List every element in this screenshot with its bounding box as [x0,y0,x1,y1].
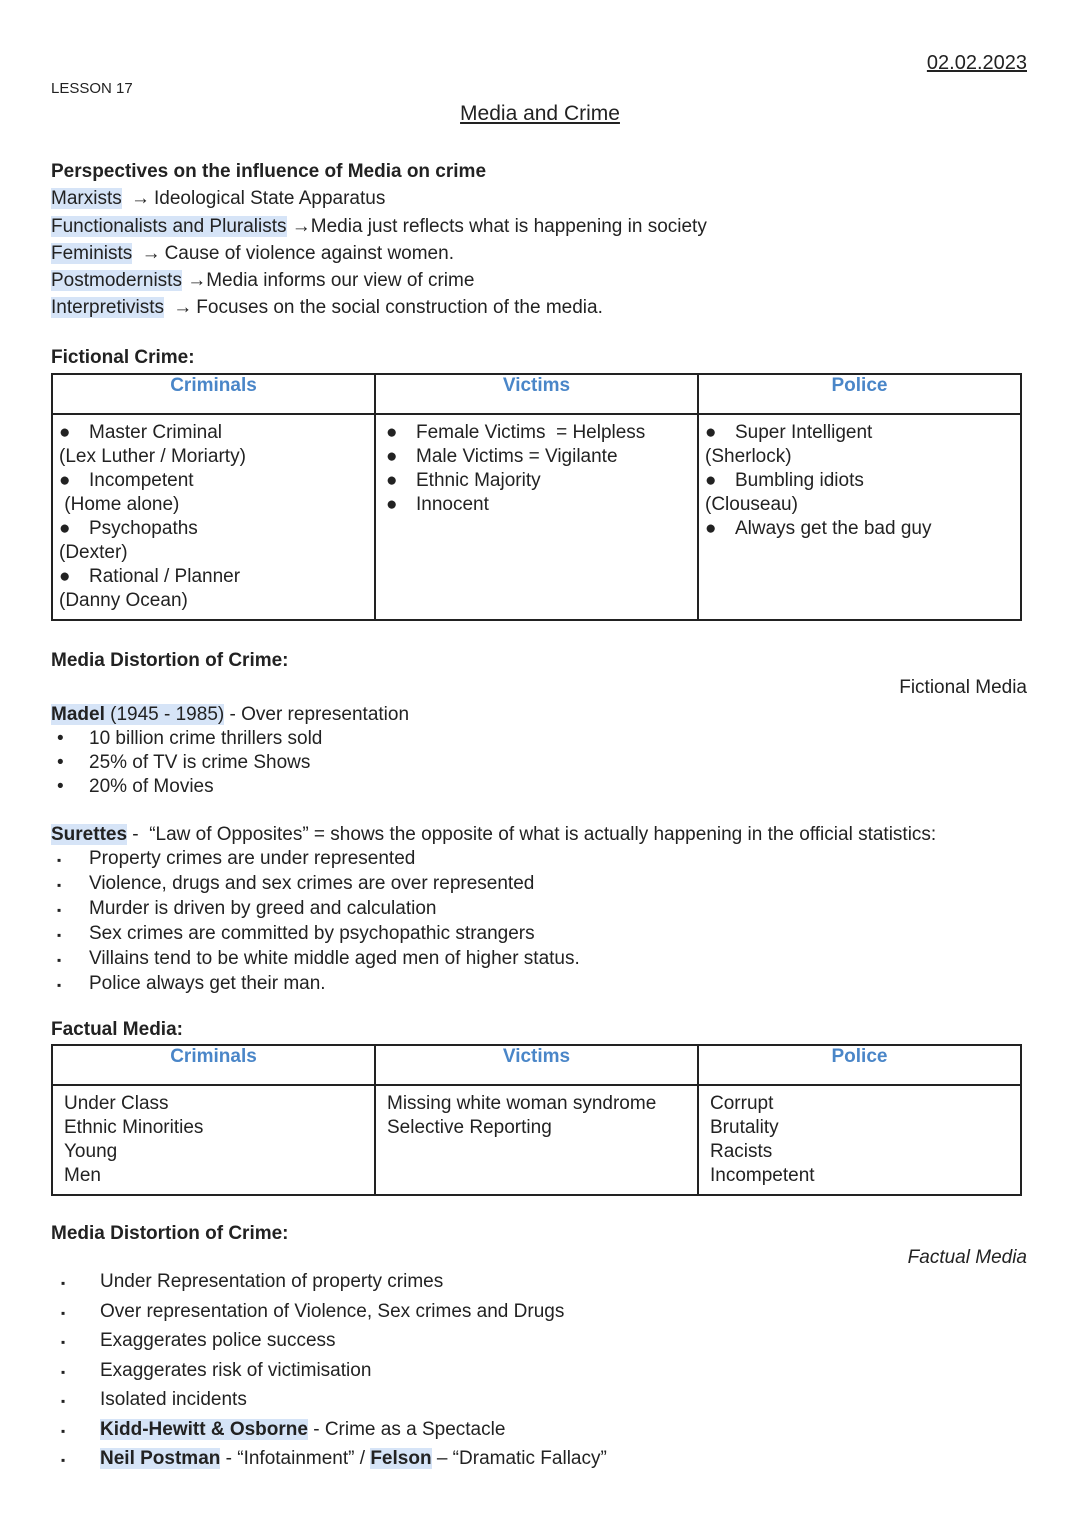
arrow-icon: → [131,188,151,210]
bullet-icon: ▪ [57,903,62,917]
madel-section [51,703,409,799]
bullet-icon: ▪ [57,978,62,992]
list-item: ▪ Sex crimes are committed by psychopathic strangers [51,922,936,947]
factual-media-table [51,1044,1022,1196]
factual-media-label: Factual Media [907,1247,1027,1268]
list-item: ▪ Kidd-Hewitt & Osborne - Crime as a Spectacle [51,1416,607,1446]
date: 02.02.2023 [926,52,1027,74]
bullet-icon: ▪ [61,1305,66,1320]
surettes-name: Surettes [51,824,128,845]
bullet-icon: ● [59,518,71,539]
list-item: ● Always get the bad guy [705,518,932,539]
perspectives-heading: Perspectives on the influence of Media on crime [51,161,487,182]
arrow-icon: → [141,242,161,264]
note: (Lex Luther / Moriarty) [59,446,246,467]
bullet-icon: • [57,776,64,797]
list-item: ▪ Violence, drugs and sex crimes are over represented [51,872,936,897]
bullet-icon: ▪ [61,1453,66,1467]
page-title: Media and Crime [460,102,620,125]
postman-name: Neil Postman [100,1448,221,1469]
bullet-icon: ▪ [57,953,62,967]
victims-cell: Missing white woman syndrome Selective Reporting [375,1085,698,1195]
list-item: ● Rational / Planner [59,566,241,587]
fictional-crime-table [51,373,1022,621]
criminals-cell: Under Class Ethnic Minorities Young Men [52,1085,375,1195]
victims-header: Victims [375,374,698,414]
perspective-line [51,213,707,240]
perspective-line [51,294,707,321]
factual-heading: Factual Media: [51,1019,183,1040]
fictional-heading: Fictional Crime: [51,347,195,368]
bullet-icon: ▪ [57,928,62,942]
note: (Home alone) [59,494,180,515]
perspective-text: Focuses on the social construction of the media. [196,297,603,319]
fictional-media-label: Fictional Media [899,677,1027,698]
bullet-icon: ▪ [61,1423,66,1438]
list-item: ▪ Over representation of Violence, Sex crimes and Drugs [51,1298,607,1328]
bullet-icon: • [57,752,64,773]
perspective-line [51,267,707,294]
list-item: • 25% of TV is crime Shows [51,751,409,775]
list-item: ● Master Criminal [59,422,223,443]
list-item: ▪ Neil Postman - “Infotainment” / Felson – “Dramatic Fallacy” [51,1445,607,1475]
criminals-header: Criminals [52,1045,375,1085]
perspective-term: Postmodernists [51,270,182,292]
list-item: ▪ Villains tend to be white middle aged men of higher status. [51,947,936,972]
madel-name: Madel [51,704,105,725]
list-item: ● Super Intelligent [705,422,873,443]
madel-line: Madel (1945 - 1985) - Over representation [51,704,410,725]
perspective-text: Cause of violence against women. [164,242,454,264]
bullet-icon: ▪ [57,878,62,892]
police-cell [698,414,1021,620]
list-item: ▪ Murder is driven by greed and calculation [51,897,936,922]
distortion-heading-2: Media Distortion of Crime: [51,1223,289,1244]
bullet-icon: ● [59,422,71,443]
criminals-cell [52,414,375,620]
list-item: ▪ Police always get their man. [51,972,936,997]
note: (Danny Ocean) [59,590,188,611]
perspective-term: Marxists [51,188,122,210]
perspective-term: Interpretivists [51,297,164,319]
arrow-icon: → [291,215,311,237]
list-item: ● Female Victims = Helpless [382,421,691,445]
list-item: ▪ Property crimes are under represented [51,847,936,872]
list-item: • 20% of Movies [51,775,409,799]
list-item: ▪ Under Representation of property crimes [51,1268,607,1298]
police-header: Police [698,1045,1021,1085]
distortion-heading: Media Distortion of Crime: [51,650,289,671]
perspectives-section [51,158,707,322]
bullet-icon: ▪ [57,853,62,867]
victims-header: Victims [375,1045,698,1085]
note: (Sherlock) [705,446,792,467]
bullet-icon: ● [705,470,717,491]
note: (Clouseau) [705,494,798,515]
lesson-label: LESSON 17 [51,80,133,97]
surettes-list [51,847,936,997]
list-item: • 10 billion crime thrillers sold [51,727,409,751]
bullet-icon: ● [386,422,398,443]
surettes-line: Surettes - “Law of Opposites” = shows the opposite of what is actually happening in the official statistics: [51,824,937,845]
madel-list [51,727,409,799]
list-item: ● Incompetent [59,470,194,491]
list-item: ● Ethnic Majority [382,469,691,493]
list-item: ● Bumbling idiots [705,470,864,491]
perspective-term: Functionalists and Pluralists [51,215,287,237]
perspective-line [51,185,707,212]
bullet-icon: ● [59,470,71,491]
list-item: ● Innocent [382,493,691,517]
bullet-icon: ▪ [61,1335,66,1349]
bullet-icon: ▪ [61,1394,66,1408]
perspective-text: Ideological State Apparatus [154,188,386,210]
victims-cell [375,414,698,620]
bullet-icon: ● [386,494,398,515]
list-item: ● Psychopaths [59,518,198,539]
bullet-icon: ▪ [61,1364,66,1379]
distortion-list [51,1268,607,1475]
felson-name: Felson [370,1448,432,1469]
bullet-icon: ● [705,422,717,443]
bullet-icon: ● [705,518,717,539]
bullet-icon: ● [59,566,71,587]
arrow-icon: → [187,270,207,292]
perspective-line [51,240,707,267]
kidd-hewitt-name: Kidd-Hewitt & Osborne [100,1418,308,1440]
surettes-section [51,823,936,997]
list-item: ● Male Victims = Vigilante [382,445,691,469]
bullet-icon: • [57,728,64,749]
bullet-icon: ▪ [61,1276,66,1290]
police-cell: Corrupt Brutality Racists Incompetent [698,1085,1021,1195]
bullet-icon: ● [386,446,398,467]
note: (Dexter) [59,542,128,563]
perspective-term: Feminists [51,242,133,264]
list-item: ▪ Exaggerates police success [51,1327,607,1357]
arrow-icon: → [173,297,193,319]
criminals-header: Criminals [52,374,375,414]
perspective-text: Media just reflects what is happening in society [310,215,707,237]
list-item: ▪ Isolated incidents [51,1386,607,1416]
police-header: Police [698,374,1021,414]
list-item: ▪ Exaggerates risk of victimisation [51,1357,607,1387]
bullet-icon: ● [386,470,398,491]
perspective-text: Media informs our view of crime [206,270,475,292]
